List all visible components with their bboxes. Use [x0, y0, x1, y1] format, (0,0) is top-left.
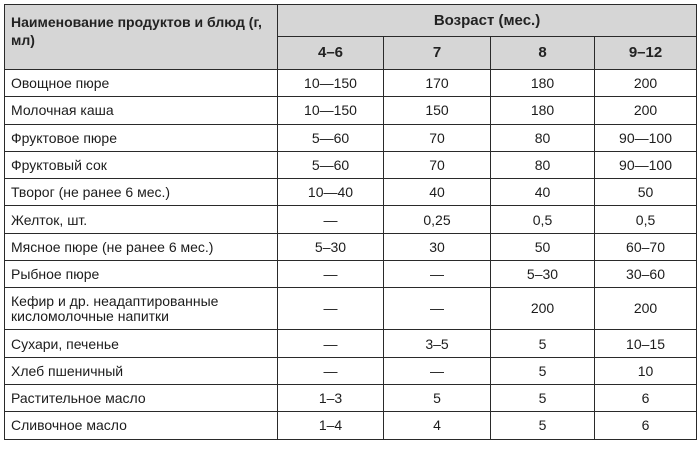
- age-column-header: 4–6: [278, 36, 384, 69]
- amount-cell: 6: [595, 384, 697, 411]
- amount-cell: —: [384, 288, 491, 330]
- amount-cell: 90—100: [595, 124, 697, 151]
- table-row: [5, 357, 697, 384]
- table-row: [5, 70, 697, 97]
- product-name-cell: Хлеб пшеничный: [5, 357, 278, 384]
- amount-cell: 70: [384, 151, 491, 178]
- table-container: [4, 4, 697, 440]
- amount-cell: 0,5: [595, 206, 697, 233]
- amount-cell: 3–5: [384, 330, 491, 357]
- table-row: [5, 261, 697, 288]
- product-name-cell: Фруктовое пюре: [5, 124, 278, 151]
- table-row: [5, 330, 697, 357]
- amount-cell: 5: [491, 412, 595, 439]
- amount-cell: 80: [491, 151, 595, 178]
- amount-cell: 90—100: [595, 151, 697, 178]
- amount-cell: —: [278, 261, 384, 288]
- amount-cell: 10—40: [278, 179, 384, 206]
- product-name-cell: Сухари, печенье: [5, 330, 278, 357]
- amount-cell: 1–4: [278, 412, 384, 439]
- amount-cell: 150: [384, 97, 491, 124]
- table-row: [5, 412, 697, 439]
- amount-cell: 180: [491, 97, 595, 124]
- amount-cell: —: [384, 357, 491, 384]
- table-row: [5, 384, 697, 411]
- amount-cell: 5–30: [278, 233, 384, 260]
- table-row: [5, 179, 697, 206]
- age-column-header: 7: [384, 36, 491, 69]
- amount-cell: 200: [595, 97, 697, 124]
- amount-cell: 200: [595, 288, 697, 330]
- amount-cell: 60–70: [595, 233, 697, 260]
- product-name-cell: Желток, шт.: [5, 206, 278, 233]
- table-row: [5, 206, 697, 233]
- amount-cell: 10—150: [278, 70, 384, 97]
- amount-cell: 4: [384, 412, 491, 439]
- table-row: [5, 124, 697, 151]
- age-group-header: Возраст (мес.): [278, 5, 697, 37]
- amount-cell: 40: [384, 179, 491, 206]
- amount-cell: 5—60: [278, 151, 384, 178]
- amount-cell: 200: [491, 288, 595, 330]
- amount-cell: —: [278, 206, 384, 233]
- amount-cell: 10—150: [278, 97, 384, 124]
- amount-cell: —: [278, 357, 384, 384]
- amount-cell: 0,25: [384, 206, 491, 233]
- amount-cell: 170: [384, 70, 491, 97]
- table-row: [5, 97, 697, 124]
- amount-cell: 200: [595, 70, 697, 97]
- amount-cell: 1–3: [278, 384, 384, 411]
- amount-cell: 5: [491, 384, 595, 411]
- age-column-header: 9–12: [595, 36, 697, 69]
- product-name-cell: Растительное масло: [5, 384, 278, 411]
- name-column-header: Наименование продуктов и блюд (г, мл): [5, 5, 278, 70]
- product-name-cell: Сливочное масло: [5, 412, 278, 439]
- amount-cell: 10: [595, 357, 697, 384]
- product-name-cell: Рыбное пюре: [5, 261, 278, 288]
- amount-cell: —: [384, 261, 491, 288]
- amount-cell: 6: [595, 412, 697, 439]
- amount-cell: 5: [491, 330, 595, 357]
- amount-cell: 50: [595, 179, 697, 206]
- amount-cell: 180: [491, 70, 595, 97]
- product-name-cell: Молочная каша: [5, 97, 278, 124]
- amount-cell: 10–15: [595, 330, 697, 357]
- amount-cell: —: [278, 330, 384, 357]
- amount-cell: 5: [491, 357, 595, 384]
- product-name-cell: Творог (не ранее 6 мес.): [5, 179, 278, 206]
- amount-cell: 5: [384, 384, 491, 411]
- amount-cell: 0,5: [491, 206, 595, 233]
- product-name-cell: Фруктовый сок: [5, 151, 278, 178]
- table-row: [5, 233, 697, 260]
- amount-cell: 5—60: [278, 124, 384, 151]
- product-name-cell: Мясное пюре (не ранее 6 мес.): [5, 233, 278, 260]
- amount-cell: 30–60: [595, 261, 697, 288]
- amount-cell: 5–30: [491, 261, 595, 288]
- amount-cell: 40: [491, 179, 595, 206]
- amount-cell: 50: [491, 233, 595, 260]
- table-row: [5, 288, 697, 330]
- table-row: [5, 151, 697, 178]
- amount-cell: 30: [384, 233, 491, 260]
- product-name-cell: Кефир и др. неадаптированные кисломолочные напитки: [5, 288, 278, 330]
- feeding-table: [4, 4, 697, 440]
- age-column-header: 8: [491, 36, 595, 69]
- amount-cell: 80: [491, 124, 595, 151]
- product-name-cell: Овощное пюре: [5, 70, 278, 97]
- amount-cell: —: [278, 288, 384, 330]
- amount-cell: 70: [384, 124, 491, 151]
